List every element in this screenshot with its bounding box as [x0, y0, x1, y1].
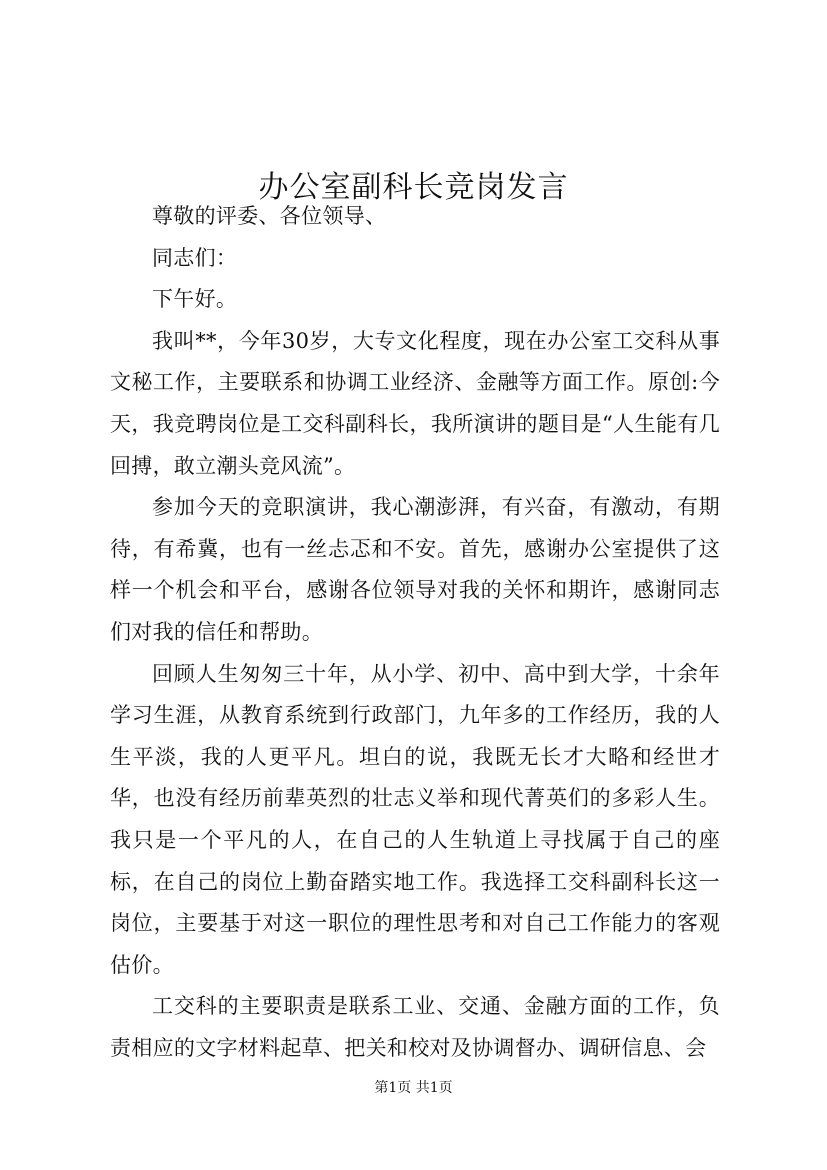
paragraph-comrades: 同志们： — [152, 245, 238, 270]
paragraph-review: 回顾人生匆匆三十年，从小学、初中、高中到大学，十余年学习生涯，从教育系统到行政部门，九年多的工作经历，我的人生平淡，我的人更平凡。坦白的说，我既无长才大略和经世才华，也没有经历前辈英烈的壮志义举和现代菁英们的多彩人生。我只是一个平凡的人，在自己的人生轨道上寻找属于自己的座标，在自己的岗位上勤奋踏实地工作。我选择工交科副科长这一岗位，主要基于对这一职位的理性思考和对自己工作能力的客观估价。 — [110, 661, 720, 977]
paragraph-feelings: 参加今天的竞职演讲，我心潮澎湃，有兴奋，有激动，有期待，有希冀，也有一丝忐忑和不安。首先，感谢办公室提供了这样一个机会和平台，感谢各位领导对我的关怀和期许，感谢同志们对我的信任和帮助。 — [110, 495, 720, 644]
paragraph-salutation: 尊敬的评委、各位领导、 — [152, 204, 387, 228]
paragraph-greeting: 下午好。 — [152, 287, 238, 312]
page-footer: 第1页 共1页 — [374, 1080, 453, 1096]
paragraph-introduction: 我叫**，今年30岁，大专文化程度，现在办公室工交科从事文秘工作，主要联系和协调工业经济、金融等方面工作。原创:今天，我竞聘岗位是工交科副科长，我所演讲的题目是“人生能有几回搏，敢立潮头竞风流”。 — [110, 328, 720, 478]
document-title: 办公室副科长竞岗发言 — [258, 170, 569, 206]
document-body — [110, 196, 720, 1069]
paragraph-duties: 工交科的主要职责是联系工业、交通、金融方面的工作，负责相应的文字材料起草、把关和校对及协调督办、调研信息、会 — [110, 994, 720, 1060]
